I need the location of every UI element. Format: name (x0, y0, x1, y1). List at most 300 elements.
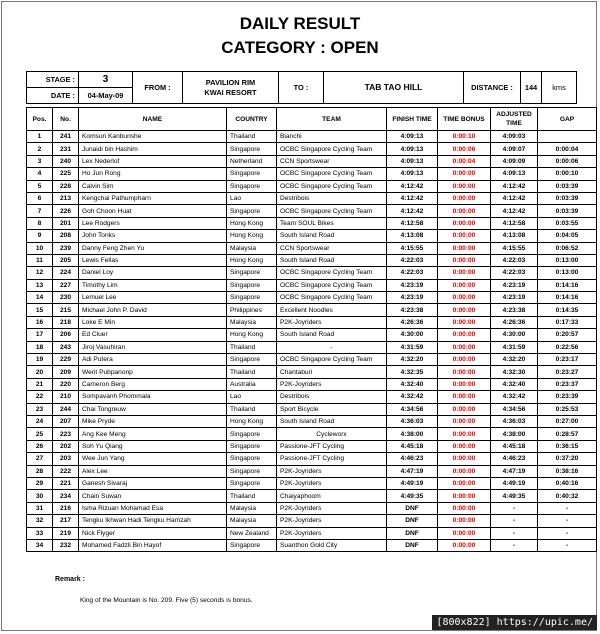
row-adjusted-time: 4:12:42 (491, 180, 538, 192)
table-row (27, 415, 597, 427)
row-name: Ang Kee Meng (79, 428, 227, 440)
date-label: DATE : (27, 88, 79, 104)
row-time-bonus: 0:00:00 (438, 378, 491, 390)
row-team: P2K-Joyriders (277, 316, 387, 328)
row-country: Singapore (227, 168, 277, 180)
row-no: 206 (53, 329, 79, 341)
row-finish-time: 4:32:42 (387, 391, 438, 403)
row-finish-time: 4:46:23 (387, 453, 438, 465)
table-row (27, 515, 597, 527)
row-time-bonus: 0:00:00 (438, 366, 491, 378)
row-pos: 17 (27, 329, 53, 341)
row-gap: 0:25:53 (538, 403, 597, 415)
row-gap: 0:23:17 (538, 354, 597, 366)
row-name: Timothy Lim (79, 279, 227, 291)
row-gap: 0:00:06 (538, 155, 597, 167)
row-name: Tengku Ikhwan Hadi Tengku Hamzah (79, 515, 227, 527)
row-no: 232 (53, 539, 79, 551)
row-time-bonus: 0:00:10 (438, 131, 491, 143)
row-gap: 0:36:15 (538, 440, 597, 452)
row-gap: 0:00:10 (538, 168, 597, 180)
row-team: OCBC Singapore Cycling Team (277, 180, 387, 192)
row-no: 203 (53, 453, 79, 465)
row-no: 210 (53, 391, 79, 403)
row-pos: 34 (27, 539, 53, 551)
row-time-bonus: 0:00:00 (438, 192, 491, 204)
row-country: Australia (227, 378, 277, 390)
row-name: Calvin Sim (79, 180, 227, 192)
row-no: 230 (53, 292, 79, 304)
row-pos: 1 (27, 131, 53, 143)
row-name: Chain Suwan (79, 490, 227, 502)
row-finish-time: 4:49:35 (387, 490, 438, 502)
row-pos: 12 (27, 267, 53, 279)
row-country: Malaysia (227, 242, 277, 254)
row-country: Singapore (227, 465, 277, 477)
row-name: Daniel Loy (79, 267, 227, 279)
table-row (27, 391, 597, 403)
row-team: OCBC Singapore Cycling Team (277, 267, 387, 279)
row-team: P2K-Joyriders (277, 527, 387, 539)
row-finish-time: 4:09:13 (387, 168, 438, 180)
row-finish-time: DNF (387, 539, 438, 551)
row-time-bonus: 0:00:00 (438, 279, 491, 291)
row-adjusted-time: 4:32:20 (491, 354, 538, 366)
row-team: South Island Road (277, 254, 387, 266)
row-time-bonus: 0:00:00 (438, 242, 491, 254)
row-adjusted-time: 4:22:03 (491, 254, 538, 266)
row-finish-time: 4:23:19 (387, 292, 438, 304)
row-country: Singapore (227, 453, 277, 465)
row-team: - (277, 341, 387, 353)
row-adjusted-time: 4:12:58 (491, 217, 538, 229)
row-no: 221 (53, 477, 79, 489)
row-pos: 7 (27, 205, 53, 217)
distance-label: DISTANCE : (464, 72, 521, 104)
row-pos: 9 (27, 230, 53, 242)
row-team: OCBC Singapore Cycling Team (277, 205, 387, 217)
table-row (27, 304, 597, 316)
row-no: 216 (53, 502, 79, 514)
results-table (26, 107, 597, 552)
row-time-bonus: 0:00:00 (438, 502, 491, 514)
row-gap: 0:40:16 (538, 477, 597, 489)
row-name: Lemuel Lee (79, 292, 227, 304)
row-time-bonus: 0:00:00 (438, 354, 491, 366)
row-team: P2K-Joyriders (277, 502, 387, 514)
row-time-bonus: 0:00:00 (438, 527, 491, 539)
row-finish-time: 4:32:35 (387, 366, 438, 378)
row-country: Hong Kong (227, 329, 277, 341)
row-gap: 0:23:27 (538, 366, 597, 378)
row-team: South Island Road (277, 230, 387, 242)
to-value: TAB TAO HILL (324, 72, 464, 104)
row-no: 223 (53, 428, 79, 440)
row-adjusted-time: 4:49:35 (491, 490, 538, 502)
row-finish-time: 4:12:42 (387, 180, 438, 192)
row-name: Michael John P. David (79, 304, 227, 316)
table-row (27, 502, 597, 514)
row-team: OCBC Singapore Cycling Team (277, 279, 387, 291)
row-adjusted-time: 4:32:30 (491, 366, 538, 378)
table-row (27, 180, 597, 192)
row-name: Jiroj Vasuhiran (79, 341, 227, 353)
row-adjusted-time: 4:09:09 (491, 155, 538, 167)
row-time-bonus: 0:00:00 (438, 490, 491, 502)
row-team: Sport Bicycle (277, 403, 387, 415)
row-gap: 0:03:39 (538, 180, 597, 192)
row-gap: 0:14:35 (538, 304, 597, 316)
row-pos: 30 (27, 490, 53, 502)
row-country: Thailand (227, 366, 277, 378)
table-row (27, 292, 597, 304)
header-name: NAME (79, 108, 227, 131)
row-no: 244 (53, 403, 79, 415)
row-name: Kengchai Pathumpharn (79, 192, 227, 204)
row-time-bonus: 0:00:00 (438, 316, 491, 328)
row-name: Ho Jun Rong (79, 168, 227, 180)
row-pos: 18 (27, 341, 53, 353)
table-row (27, 366, 597, 378)
row-no: 234 (53, 490, 79, 502)
row-name: Lee Rodgers (79, 217, 227, 229)
row-adjusted-time: 4:15:55 (491, 242, 538, 254)
row-no: 224 (53, 267, 79, 279)
row-finish-time: 4:23:19 (387, 279, 438, 291)
row-pos: 32 (27, 515, 53, 527)
table-row (27, 168, 597, 180)
row-country: Malaysia (227, 515, 277, 527)
row-pos: 11 (27, 254, 53, 266)
row-adjusted-time: 4:32:42 (491, 391, 538, 403)
row-pos: 28 (27, 465, 53, 477)
row-gap: 0:00:04 (538, 143, 597, 155)
row-finish-time: 4:36:03 (387, 415, 438, 427)
row-team: CCN Sportswear (277, 155, 387, 167)
row-no: 209 (53, 366, 79, 378)
remark-label: Remark : (55, 576, 85, 583)
row-gap: 0:03:55 (538, 217, 597, 229)
row-finish-time: 4:09:13 (387, 143, 438, 155)
distance-unit: kms (542, 72, 577, 104)
row-no: 229 (53, 354, 79, 366)
row-finish-time: DNF (387, 515, 438, 527)
row-name: Alex Lee (79, 465, 227, 477)
table-row (27, 230, 597, 242)
from-value-line2: KWAI RESORT (204, 87, 257, 97)
row-finish-time: 4:12:42 (387, 205, 438, 217)
row-time-bonus: 0:00:00 (438, 515, 491, 527)
table-row (27, 453, 597, 465)
row-team: OCBC Singapore Cycling Team (277, 143, 387, 155)
row-finish-time: 4:12:42 (387, 192, 438, 204)
row-pos: 5 (27, 180, 53, 192)
row-country: Singapore (227, 354, 277, 366)
row-time-bonus: 0:00:00 (438, 391, 491, 403)
row-adjusted-time: - (491, 527, 538, 539)
row-no: 208 (53, 230, 79, 242)
row-team: Passione-JFT Cycling (277, 453, 387, 465)
row-country: Singapore (227, 440, 277, 452)
row-pos: 22 (27, 391, 53, 403)
row-country: Malaysia (227, 316, 277, 328)
row-pos: 4 (27, 168, 53, 180)
row-gap: 0:37:20 (538, 453, 597, 465)
row-pos: 24 (27, 415, 53, 427)
row-gap: 0:14:16 (538, 292, 597, 304)
table-row (27, 316, 597, 328)
row-adjusted-time: 4:47:19 (491, 465, 538, 477)
to-label: TO : (279, 72, 324, 104)
row-gap: 0:23:39 (538, 391, 597, 403)
row-no: 217 (53, 515, 79, 527)
row-country: Singapore (227, 180, 277, 192)
row-pos: 33 (27, 527, 53, 539)
row-team: Destribois (277, 391, 387, 403)
row-gap: 0:14:16 (538, 279, 597, 291)
row-country: Singapore (227, 428, 277, 440)
row-time-bonus: 0:00:00 (438, 292, 491, 304)
row-no: 225 (53, 168, 79, 180)
table-row (27, 490, 597, 502)
row-country: Thailand (227, 131, 277, 143)
row-no: 218 (53, 316, 79, 328)
row-adjusted-time: 4:30:00 (491, 329, 538, 341)
row-gap: 0:17:33 (538, 316, 597, 328)
row-gap: 0:23:37 (538, 378, 597, 390)
row-gap: 0:06:52 (538, 242, 597, 254)
table-row (27, 527, 597, 539)
row-no: 222 (53, 465, 79, 477)
row-pos: 15 (27, 304, 53, 316)
table-row (27, 205, 597, 217)
header-time-bonus: TIME BONUS (438, 108, 491, 131)
row-pos: 31 (27, 502, 53, 514)
row-country: Hong Kong (227, 415, 277, 427)
row-finish-time: 4:47:19 (387, 465, 438, 477)
row-time-bonus: 0:00:00 (438, 217, 491, 229)
row-country: Singapore (227, 143, 277, 155)
row-time-bonus: 0:00:00 (438, 453, 491, 465)
row-time-bonus: 0:00:00 (438, 230, 491, 242)
row-adjusted-time: 4:23:19 (491, 292, 538, 304)
row-pos: 14 (27, 292, 53, 304)
row-gap (538, 131, 597, 143)
row-name: Chai Tongreuw (79, 403, 227, 415)
row-team: P2K-Joyriders (277, 477, 387, 489)
row-gap: 0:03:39 (538, 205, 597, 217)
row-adjusted-time: 4:46:23 (491, 453, 538, 465)
row-name: John Tonks (79, 230, 227, 242)
row-adjusted-time: 4:09:03 (491, 131, 538, 143)
row-team: OCBC Singapore Cycling Team (277, 354, 387, 366)
row-country: Lao (227, 192, 277, 204)
row-country: Singapore (227, 292, 277, 304)
row-gap: 0:20:57 (538, 329, 597, 341)
row-adjusted-time: 4:09:13 (491, 168, 538, 180)
row-country: Hong Kong (227, 230, 277, 242)
row-country: Philippines (227, 304, 277, 316)
row-time-bonus: 0:00:00 (438, 477, 491, 489)
row-time-bonus: 0:00:00 (438, 254, 491, 266)
row-adjusted-time: 4:09:07 (491, 143, 538, 155)
row-finish-time: 4:38:00 (387, 428, 438, 440)
row-gap: 0:03:39 (538, 192, 597, 204)
table-row (27, 477, 597, 489)
table-row (27, 279, 597, 291)
row-pos: 23 (27, 403, 53, 415)
header-finish-time: FINISH TIME (387, 108, 438, 131)
date-value: 04-May-09 (79, 88, 133, 104)
row-name: Loke E Min (79, 316, 227, 328)
table-row (27, 217, 597, 229)
table-row (27, 143, 597, 155)
table-row (27, 341, 597, 353)
row-team: South Island Road (277, 329, 387, 341)
row-finish-time: DNF (387, 527, 438, 539)
row-pos: 16 (27, 316, 53, 328)
row-country: Lao (227, 391, 277, 403)
table-row (27, 254, 597, 266)
row-adjusted-time: - (491, 502, 538, 514)
row-adjusted-time: 4:23:19 (491, 279, 538, 291)
row-name: Mike Pryde (79, 415, 227, 427)
row-finish-time: 4:31:59 (387, 341, 438, 353)
row-gap: - (538, 502, 597, 514)
row-name: Mohamed Fadzli Bin Hayof (79, 539, 227, 551)
row-time-bonus: 0:00:04 (438, 155, 491, 167)
row-name: Lewis Fellas (79, 254, 227, 266)
row-adjusted-time: 4:12:42 (491, 192, 538, 204)
row-time-bonus: 0:00:00 (438, 415, 491, 427)
from-value (183, 72, 279, 104)
row-finish-time: 4:12:58 (387, 217, 438, 229)
row-time-bonus: 0:00:00 (438, 304, 491, 316)
row-name: Junaidi bin Hashim (79, 143, 227, 155)
row-country: Hong Kong (227, 217, 277, 229)
row-pos: 6 (27, 192, 53, 204)
table-row (27, 539, 597, 551)
header-gap: GAP (538, 108, 597, 131)
row-name: Ganesh Sivaraj (79, 477, 227, 489)
row-country: Singapore (227, 539, 277, 551)
row-no: 226 (53, 205, 79, 217)
row-time-bonus: 0:00:00 (438, 168, 491, 180)
header-pos: Pos. (27, 108, 53, 131)
table-row (27, 403, 597, 415)
row-time-bonus: 0:00:00 (438, 440, 491, 452)
row-name: Ed Cluer (79, 329, 227, 341)
row-adjusted-time: - (491, 539, 538, 551)
from-value-line1: PAVILION RIM (205, 77, 256, 87)
row-no: 241 (53, 131, 79, 143)
row-pos: 25 (27, 428, 53, 440)
row-team: Chaiyaphoom (277, 490, 387, 502)
row-time-bonus: 0:00:00 (438, 267, 491, 279)
row-time-bonus: 0:00:00 (438, 465, 491, 477)
row-pos: 3 (27, 155, 53, 167)
row-finish-time: 4:34:56 (387, 403, 438, 415)
row-gap: 0:28:57 (538, 428, 597, 440)
row-name: Komsun Kanbunshe (79, 131, 227, 143)
row-name: Isma Rizuan Mohamad Esa (79, 502, 227, 514)
row-adjusted-time: 4:22:03 (491, 267, 538, 279)
row-no: 228 (53, 180, 79, 192)
row-team: P2K-Joyriders (277, 515, 387, 527)
row-time-bonus: 0:00:00 (438, 341, 491, 353)
row-gap: 0:13:00 (538, 267, 597, 279)
row-team: Cycleworx (277, 428, 387, 440)
row-team: CCN Sportswear (277, 242, 387, 254)
row-team: Excellent Noodles (277, 304, 387, 316)
row-gap: 0:27:00 (538, 415, 597, 427)
row-adjusted-time: 4:49:19 (491, 477, 538, 489)
row-finish-time: 4:45:18 (387, 440, 438, 452)
row-finish-time: 4:22:03 (387, 254, 438, 266)
row-country: Singapore (227, 267, 277, 279)
row-country: Thailand (227, 490, 277, 502)
row-adjusted-time: 4:13:08 (491, 230, 538, 242)
table-row (27, 242, 597, 254)
table-row (27, 192, 597, 204)
row-country: Malaysia (227, 502, 277, 514)
row-country: New Zealand (227, 527, 277, 539)
row-finish-time: 4:13:08 (387, 230, 438, 242)
row-finish-time: DNF (387, 502, 438, 514)
row-adjusted-time: 4:34:56 (491, 403, 538, 415)
row-pos: 19 (27, 354, 53, 366)
row-no: 207 (53, 415, 79, 427)
table-row (27, 131, 597, 143)
row-name: Danny Feng Zhen Yu (79, 242, 227, 254)
row-gap: 0:38:16 (538, 465, 597, 477)
from-label: FROM : (133, 72, 183, 104)
row-adjusted-time: 4:45:18 (491, 440, 538, 452)
header-no: No. (53, 108, 79, 131)
row-gap: 0:40:32 (538, 490, 597, 502)
row-time-bonus: 0:00:00 (438, 180, 491, 192)
row-country: Singapore (227, 477, 277, 489)
row-gap: 0:04:05 (538, 230, 597, 242)
row-no: 201 (53, 217, 79, 229)
row-gap: 0:13:00 (538, 254, 597, 266)
header-team: TEAM (277, 108, 387, 131)
header-adjusted-time: ADJUSTED TIME (491, 108, 538, 131)
row-no: 239 (53, 242, 79, 254)
row-finish-time: 4:32:40 (387, 378, 438, 390)
row-pos: 2 (27, 143, 53, 155)
row-team: Passione-JFT Cycling (277, 440, 387, 452)
row-finish-time: 4:22:03 (387, 267, 438, 279)
row-country: Singapore (227, 279, 277, 291)
row-country: Netherland (227, 155, 277, 167)
page-title: DAILY RESULT (239, 14, 361, 33)
table-row (27, 378, 597, 390)
row-name: Sompavanh Phommala (79, 391, 227, 403)
row-pos: 10 (27, 242, 53, 254)
row-pos: 29 (27, 477, 53, 489)
row-pos: 20 (27, 366, 53, 378)
table-row (27, 155, 597, 167)
row-name: Lex Nederlof (79, 155, 227, 167)
table-row (27, 329, 597, 341)
row-gap: - (538, 515, 597, 527)
row-finish-time: 4:15:55 (387, 242, 438, 254)
header-country: COUNTRY (227, 108, 277, 131)
row-gap: - (538, 539, 597, 551)
row-time-bonus: 0:00:00 (438, 205, 491, 217)
results-header-row (27, 108, 597, 131)
